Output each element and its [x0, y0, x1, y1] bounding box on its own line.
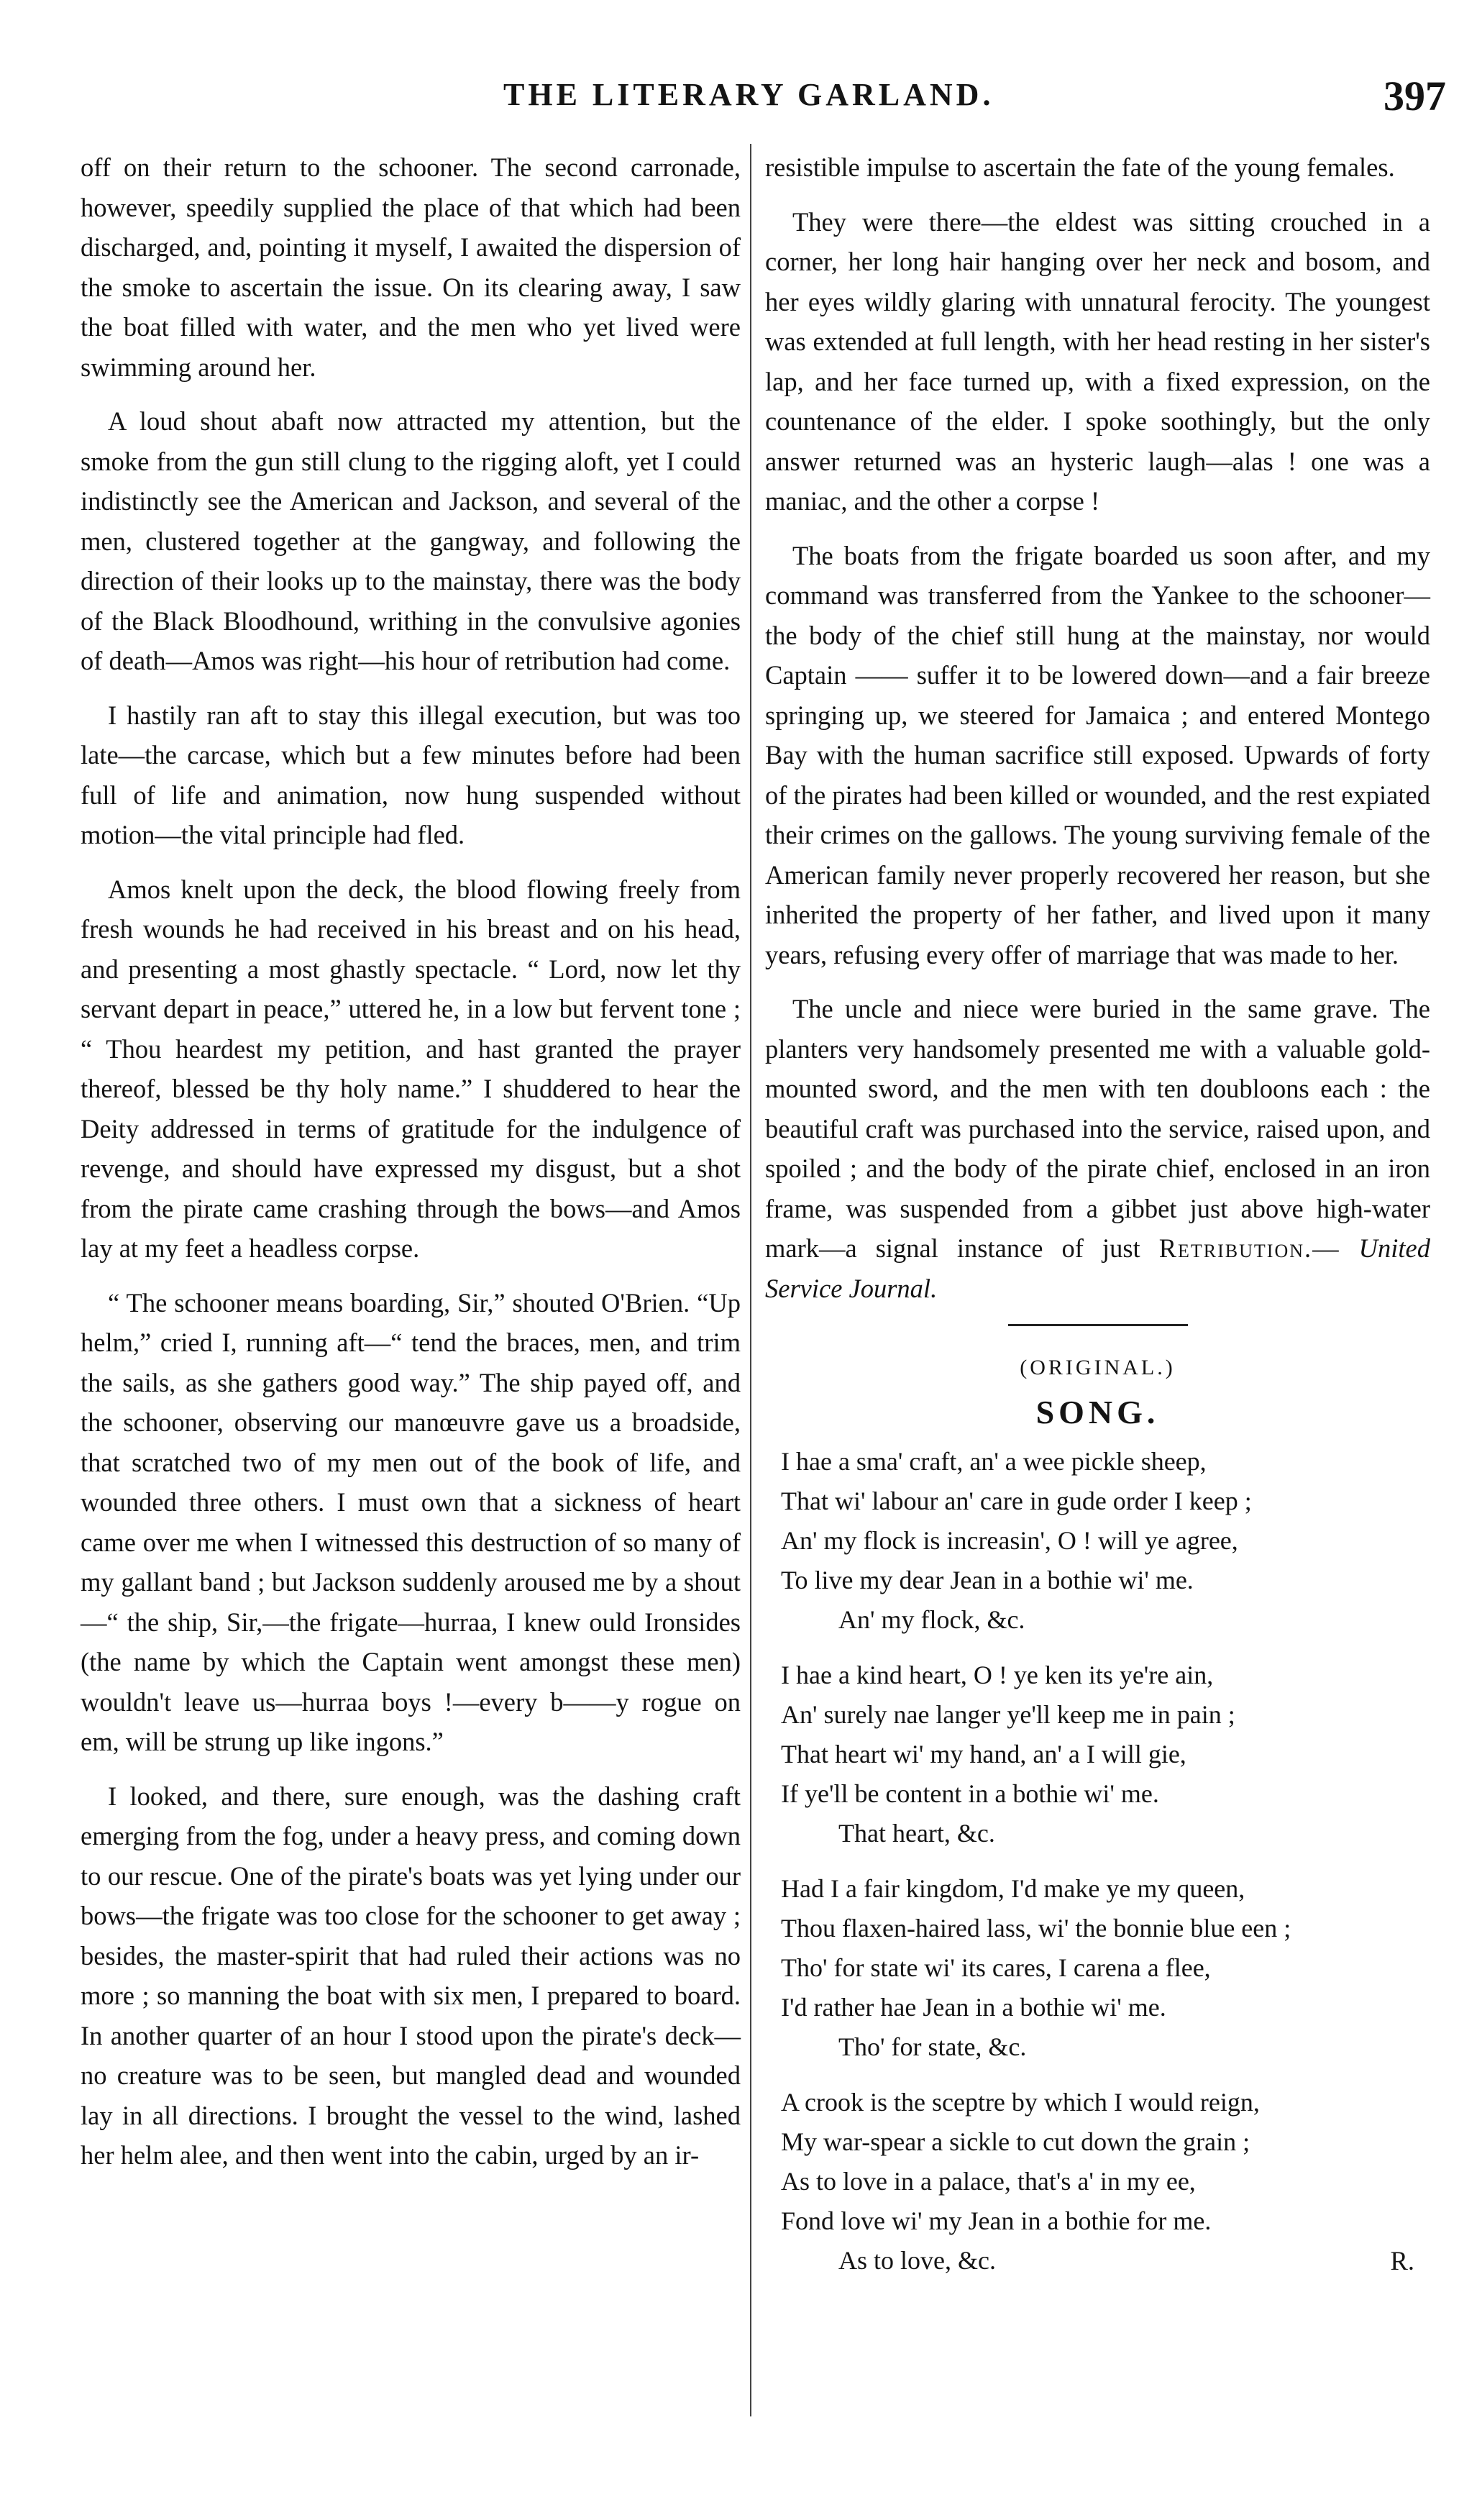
paragraph: I hastily ran aft to stay this illegal execution, but was too late—the carcase, which but a few minutes before had been full of life and animation, now hung suspended without motion—the vital principle had fled.: [81, 700, 741, 849]
running-title: THE LITERARY GARLAND.: [503, 77, 994, 112]
paragraph: resistible impulse to ascertain the fate of the young females.: [765, 152, 1395, 182]
final-refrain: [781, 2241, 1430, 2281]
refrain-line: That heart, &c.: [838, 1819, 995, 1848]
final-paragraph: [765, 989, 1430, 1308]
verse-line: Had I a fair kingdom, I'd make ye my queen,: [781, 1874, 1245, 1903]
author-signature: R.: [1390, 2246, 1414, 2275]
refrain-line: As to love, &c.: [838, 2246, 996, 2275]
source-credit: United Service Journal.: [765, 1233, 1430, 1303]
stanza: [781, 1442, 1430, 1640]
verse-line: That heart wi' my hand, an' a I will gie,: [781, 1740, 1186, 1768]
verse-line: Fond love wi' my Jean in a bothie for me.: [781, 2206, 1212, 2235]
verse-line: As to love in a palace, that's a' in my ee,: [781, 2167, 1196, 2196]
verse-line: An' my flock is increasin', O ! will ye agree,: [781, 1526, 1238, 1555]
poem-title: SONG.: [1035, 1393, 1160, 1430]
paragraph: I looked, and there, sure enough, was the dashing craft emerging from the fog, under a heavy press, and coming down to our rescue. One of the pirate's boats was yet lying under our bows—the frigate was too close for the schooner to get away ; besides, the master-spirit that had ruled their actions was no more ; so manning the boat with six men, I prepared to board. In another quarter of an hour I stood upon the pirate's deck—no creature was to be seen, but mangled dead and wounded lay in all directions. I brought the vessel to the wind, lashed her helm alee, and then went into the cabin, urged by an ir-: [81, 1781, 741, 2170]
verse-line: That wi' labour an' care in gude order I keep ;: [781, 1487, 1252, 1515]
left-column: [81, 147, 741, 2190]
paragraph: A loud shout abaft now attracted my attention, but the smoke from the gun still clung to the rigging aloft, yet I could indistinctly see the American and Jackson, and several of the men, clustered together at the gangway, and following the direction of their looks up to the mainstay, there was the body of the Black Bloodhound, writhing in the convulsive agonies of death—Amos was right—his hour of retribution had come.: [81, 406, 741, 675]
poem-tag: (ORIGINAL.): [1020, 1356, 1176, 1379]
verse-line: If ye'll be content in a bothie wi' me.: [781, 1779, 1159, 1808]
verse-line: Thou flaxen-haired lass, wi' the bonnie blue een ;: [781, 1914, 1291, 1942]
refrain-line: Tho' for state, &c.: [838, 2032, 1027, 2061]
verse-line: I hae a kind heart, O ! ye ken its ye're ain,: [781, 1661, 1214, 1689]
stanza: [781, 1656, 1430, 1853]
verse-line: I hae a sma' craft, an' a wee pickle sheep,: [781, 1447, 1207, 1476]
verse-line: My war-spear a sickle to cut down the grain ;: [781, 2127, 1250, 2156]
column-rule: [750, 144, 751, 2416]
paragraph-text: The uncle and niece were buried in the same grave. The planters very handsomely presented me with a valuable gold-mounted sword, and the men with ten doubloons each : the beautiful craft was purchased into the service, raised upon, and spoiled ; and the body of the pirate chief, enclosed in an iron frame, was suspended from a gibbet just above high-water mark—a signal instance of just: [765, 994, 1430, 1263]
stanza: [781, 2083, 1430, 2281]
verse-line: I'd rather hae Jean in a bothie wi' me.: [781, 1993, 1166, 2022]
section-divider: [1008, 1324, 1188, 1326]
verse-line: Tho' for state wi' its cares, I carena a flee,: [781, 1953, 1211, 1982]
paragraph: Amos knelt upon the deck, the blood flowing freely from fresh wounds he had received in his breast and on his head, and presenting a most ghastly spectacle. “ Lord, now let thy servant depart in peace,” uttered he, in a low but fervent tone ; “ Thou heardest my petition, and hast granted the prayer thereof, blessed be thy holy name.” I shuddered to hear the Deity addressed in terms of gratitude for the indulgence of revenge, and should have expressed my disgust, but a shot from the pirate came crashing through the bows—and Amos lay at my feet a headless corpse.: [81, 874, 741, 1263]
retribution-word: Retribution.—: [1158, 1233, 1340, 1263]
refrain-line: An' my flock, &c.: [838, 1605, 1025, 1634]
paragraph: The boats from the frigate boarded us soon after, and my command was transferred from the Yankee to the schooner—the body of the chief still hung at the mainstay, nor would Captain —— suffer it to be lowered down—and a fair breeze springing up, we steered for Jamaica ; and entered Montego Bay with the human sacrifice still exposed. Upwards of forty of the pirates had been killed or wounded, and the rest expiated their crimes on the gallows. The young surviving female of the American family never properly recovered her reason, but she inherited the property of her father, and lived upon it many years, refusing every offer of marriage that was made to her.: [765, 540, 1430, 969]
poem: [765, 1348, 1430, 2281]
paragraph: They were there—the eldest was sitting crouched in a corner, her long hair hanging over her neck and bosom, and her eyes wildly glaring with unnatural ferocity. The youngest was extended at full length, with her head resting in her sister's lap, and her face turned up, with a fixed expression, on the countenance of the elder. I spoke soothingly, but the only answer returned was an hysteric laugh—alas ! one was a maniac, and the other a corpse !: [765, 206, 1430, 516]
verse-line: An' surely nae langer ye'll keep me in pain ;: [781, 1700, 1235, 1729]
page-number: 397: [1383, 73, 1446, 119]
verse-line: A crook is the sceptre by which I would reign,: [781, 2088, 1260, 2117]
paragraph: off on their return to the schooner. The second carronade, however, speedily supplied the place of that which had been discharged, and, pointing it myself, I awaited the dispersion of the smoke to ascertain the issue. On its clearing away, I saw the boat filled with water, and the men who yet lived were swimming around her.: [81, 152, 741, 382]
stanza: [781, 1869, 1430, 2067]
paragraph: “ The schooner means boarding, Sir,” shouted O'Brien. “Up helm,” cried I, running aft—“ tend the braces, men, and trim the sails, as she gathers good way.” The ship payed off, and the schooner, observing our manœuvre gave us a broadside, that scratched two of my men out of the book of life, and wounded three others. I must own that a sickness of heart came over me when I witnessed this destruction of so many of my gallant band ; but Jackson suddenly aroused me by a shout—“ the ship, Sir,—the frigate—hurraa, I knew ould Ironsides (the name by which the Captain went amongst these men) wouldn't leave us—hurraa boys !—every b——y rogue on em, will be strung up like ingons.”: [81, 1287, 741, 1756]
running-head: [0, 72, 1482, 137]
right-column: [765, 147, 1430, 2296]
verse-line: To live my dear Jean in a bothie wi' me.: [781, 1566, 1194, 1594]
